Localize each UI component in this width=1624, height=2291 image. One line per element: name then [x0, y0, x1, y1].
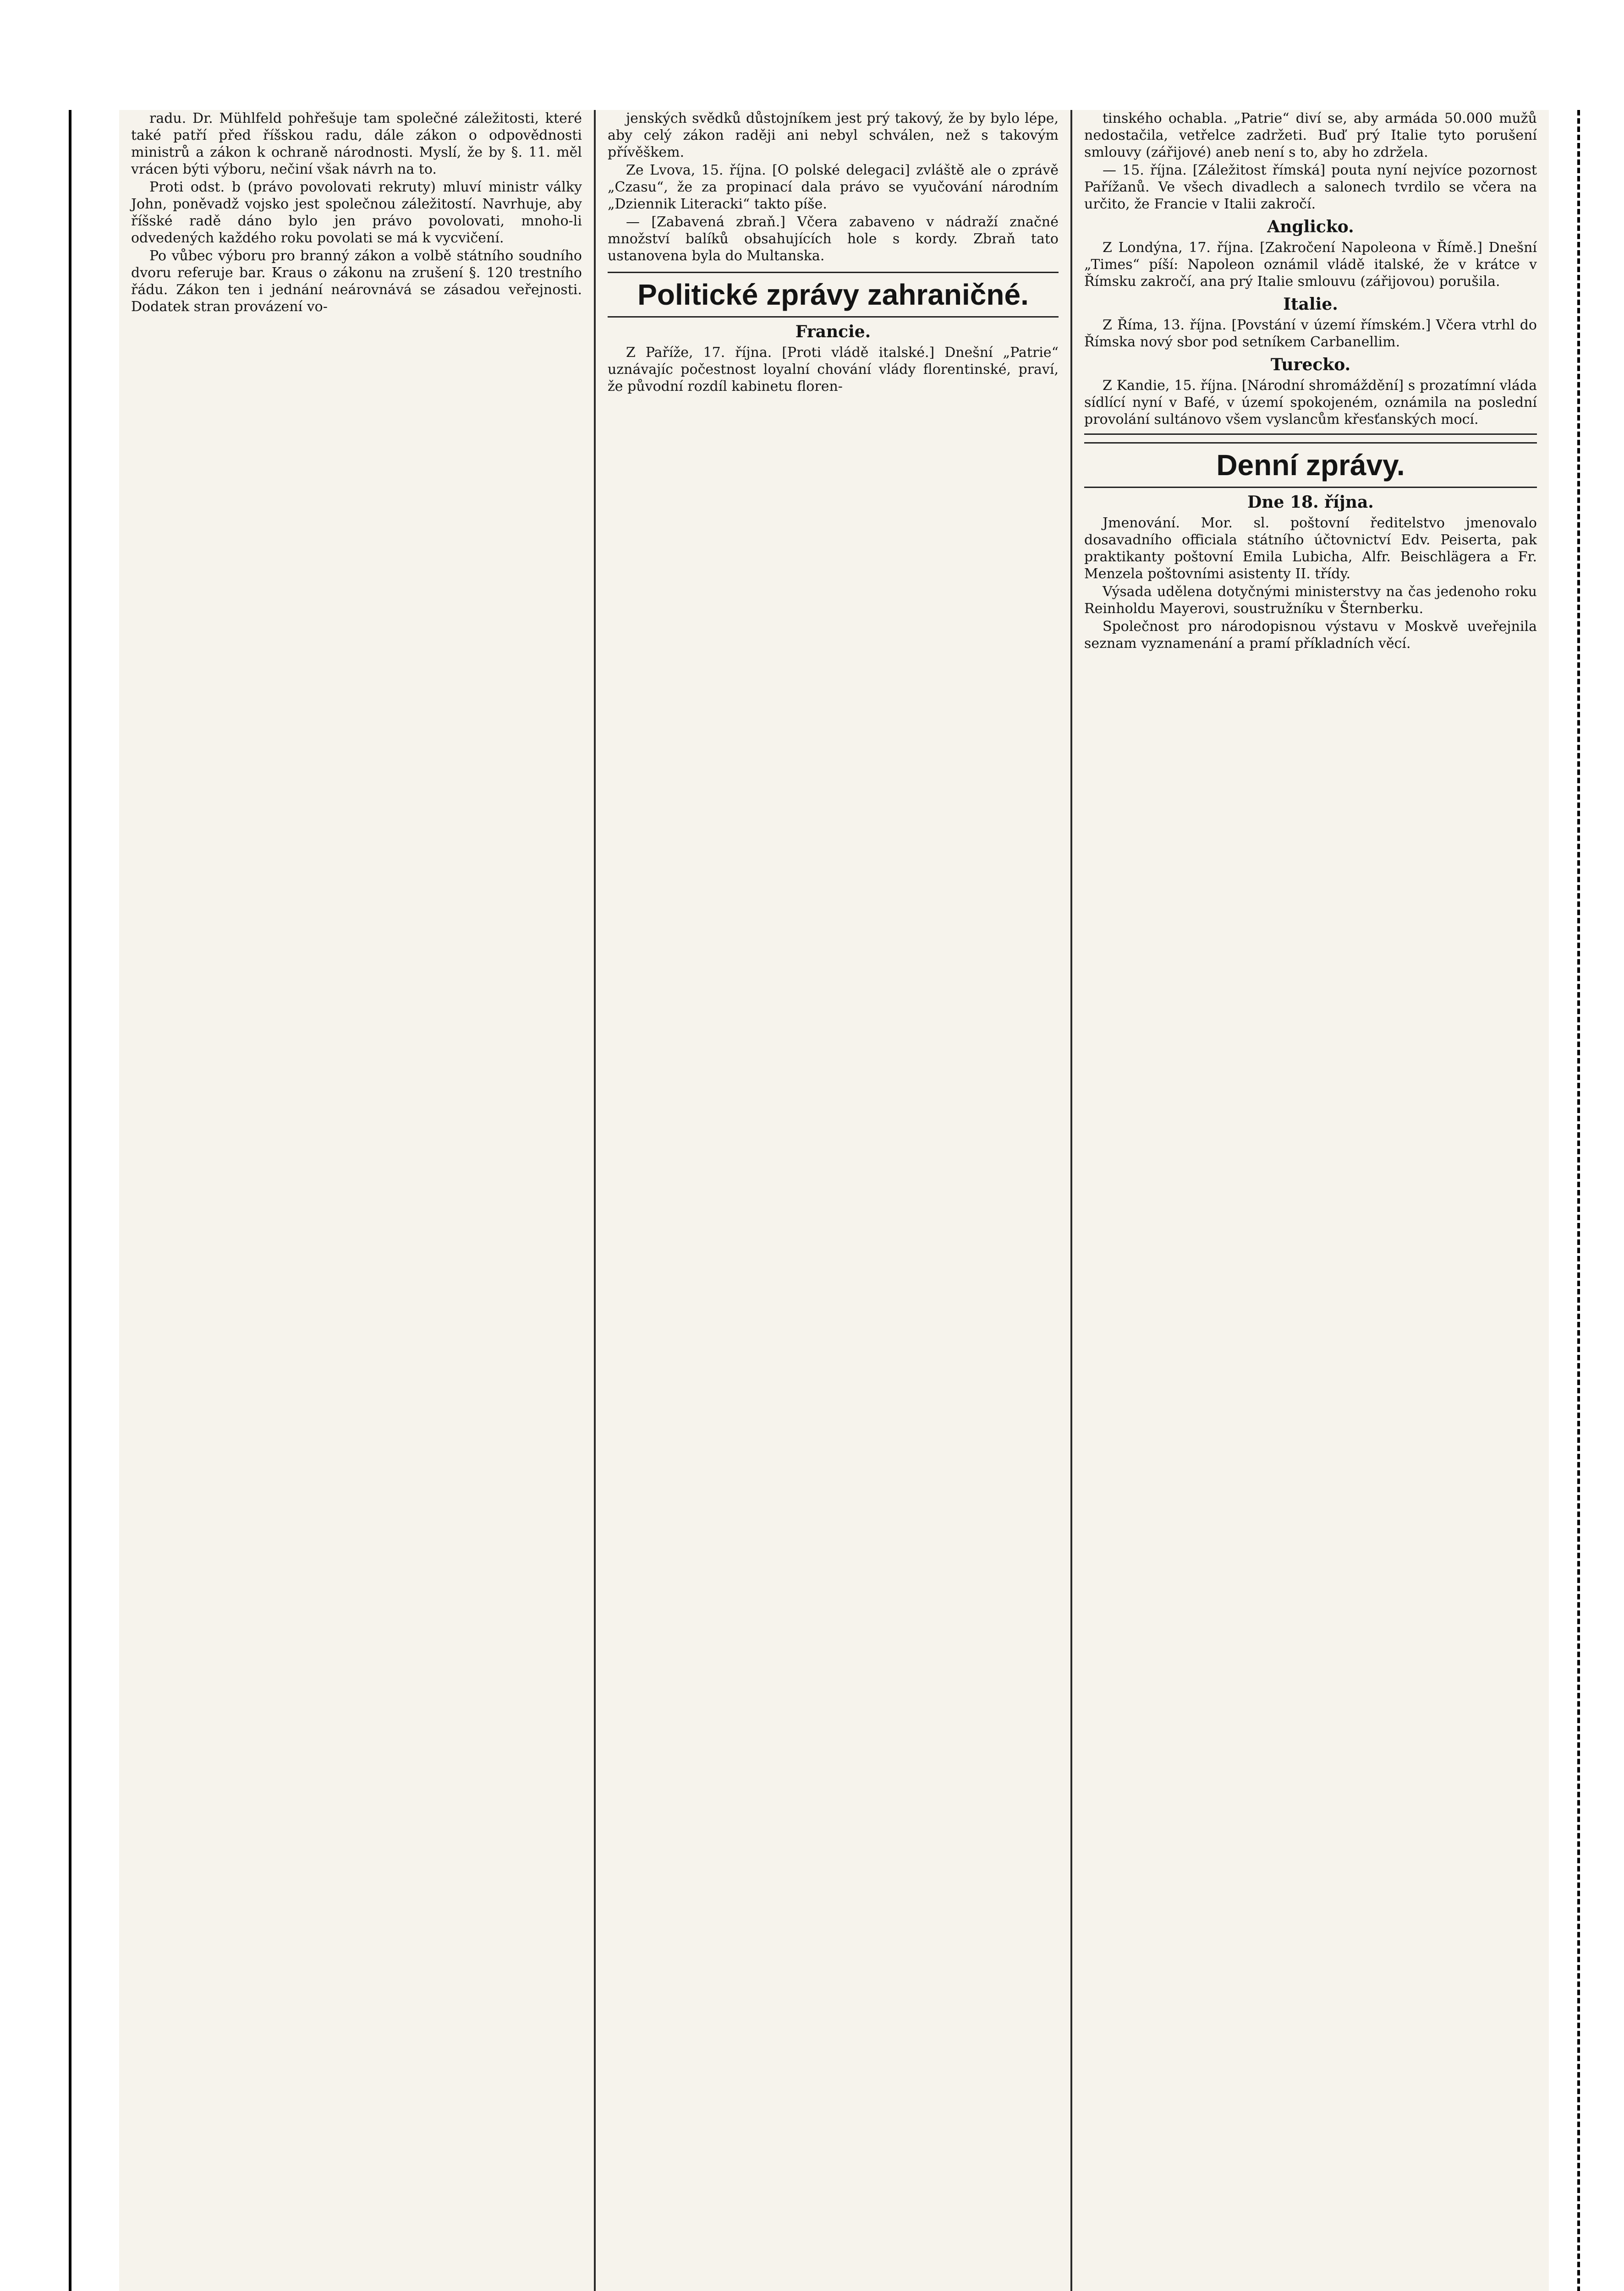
paragraph: Proti odst. b (právo povolovati rekruty) mluví ministr války John, poněvadž vojsko jest společnou záležitostí. Navrhuje, aby říšské radě dáno bylo jen právo povolovati, mnoho-li odvedených každého roku povolati se má k vycvičení. — [131, 179, 582, 246]
news-item: Výsada udělena dotyčnými ministerstvy na čas jedenoho roku Reinholdu Mayerovi, soustružníku v Šternberku. — [1084, 584, 1537, 617]
news-item: Jmenování. Mor. sl. poštovní ředitelstvo jmenovalo dosavadního officiala státního účtovnictví Edv. Peiserta, pak praktikanty poštovní Emila Lubicha, Alfr. Beischlägera a Fr. Menzela poštovními asistenty II. třídy. — [1084, 515, 1537, 582]
paragraph: jenských svědků důstojníkem jest prý takový, že by bylo lépe, aby celý zákon raději ani nebyl schválen, než s takovým přívěškem. — [608, 110, 1059, 160]
paragraph: Z Říma, 13. října. [Povstání v území římském.] Včera vtrhl do Římska nový sbor pod setníkem Carbanellim. — [1084, 317, 1537, 350]
right-margin-rule — [1577, 110, 1580, 2291]
paragraph: radu. Dr. Mühlfeld pohřešuje tam společné záležitosti, které také patří před říšskou radu, dále zákon o odpovědnosti ministrů a zákon k ochraně národnosti. Myslí, že by §. 11. měl vrácen býti výboru, nečiní však návrh na to. — [131, 110, 582, 177]
paragraph: Z Kandie, 15. října. [Národní shromáždění] s prozatímní vláda sídlící nyní v Bafé, v území spokojeném, oznámila na poslední provolání sultánovo všem vyslancům křesťanských mocí. — [1084, 378, 1537, 428]
column-2 — [596, 110, 1072, 2291]
subsection-title: Turecko. — [1270, 355, 1351, 374]
paragraph: Po vůbec výboru pro branný zákon a volbě státního soudního dvoru referuje bar. Kraus o zákonu na zrušení §. 120 trestního řádu. Zákon ten i jednání neárovnává se zásadou veřejnosti. Dodatek stran provázení vo- — [131, 248, 582, 315]
subsection-title: Anglicko. — [1267, 217, 1354, 236]
paragraph: — 15. října. [Záležitost římská] pouta nyní nejvíce pozornost Pařížanů. Ve všech divadlech a salonech tvrdilo se včera na určito, že Francie v Italii zakročí. — [1084, 162, 1537, 212]
subsection-title: Francie. — [795, 322, 871, 341]
section-title: Politické zprávy zahraničné. — [608, 272, 1059, 318]
left-margin-rule — [69, 110, 71, 2291]
column-3 — [1072, 110, 1549, 2291]
news-item: Společnost pro národopisnou výstavu v Moskvě uveřejnila seznam vyznamenání a pramí příkladních věcí. — [1084, 619, 1537, 652]
news-date: Dne 18. října. — [1247, 493, 1374, 512]
paragraph: — [Zabavená zbraň.] Včera zabaveno v nádraží značné množství balíků obsahujících hole s kordy. Zbraň tato ustanovena byla do Multanska. — [608, 214, 1059, 264]
column-1 — [119, 110, 596, 2291]
newspaper-page — [119, 110, 1549, 2291]
paragraph: Z Paříže, 17. října. [Proti vládě italské.] Dnešní „Patrie“ uznávajíc počestnost loyalní chování vlády florentinské, praví, že původní rozdíl kabinetu floren- — [608, 345, 1059, 395]
paragraph: Z Londýna, 17. října. [Zakročení Napoleona v Římě.] Dnešní „Times“ píší: Napoleon oznámil vládě italské, že v krátce v Římsku zakročí, ana prý Italie smlouvu (zářijovou) porušila. — [1084, 240, 1537, 290]
news-title: Denní zprávy. — [1084, 442, 1537, 488]
paragraph: Ze Lvova, 15. října. [O polské delegaci] zvláště ale o zprávě „Czasu“, že za propinací dala právo se vyučování národním „Dziennik Literacki“ takto píše. — [608, 162, 1059, 212]
subsection-title: Italie. — [1283, 295, 1338, 314]
paragraph: tinského ochabla. „Patrie“ diví se, aby armáda 50.000 mužů nedostačila, vetřelce zadržeti. Buď prý Italie tyto porušení smlouvy (zářijové) aneb není s to, aby ho zdržela. — [1084, 110, 1537, 160]
divider — [1084, 433, 1537, 435]
